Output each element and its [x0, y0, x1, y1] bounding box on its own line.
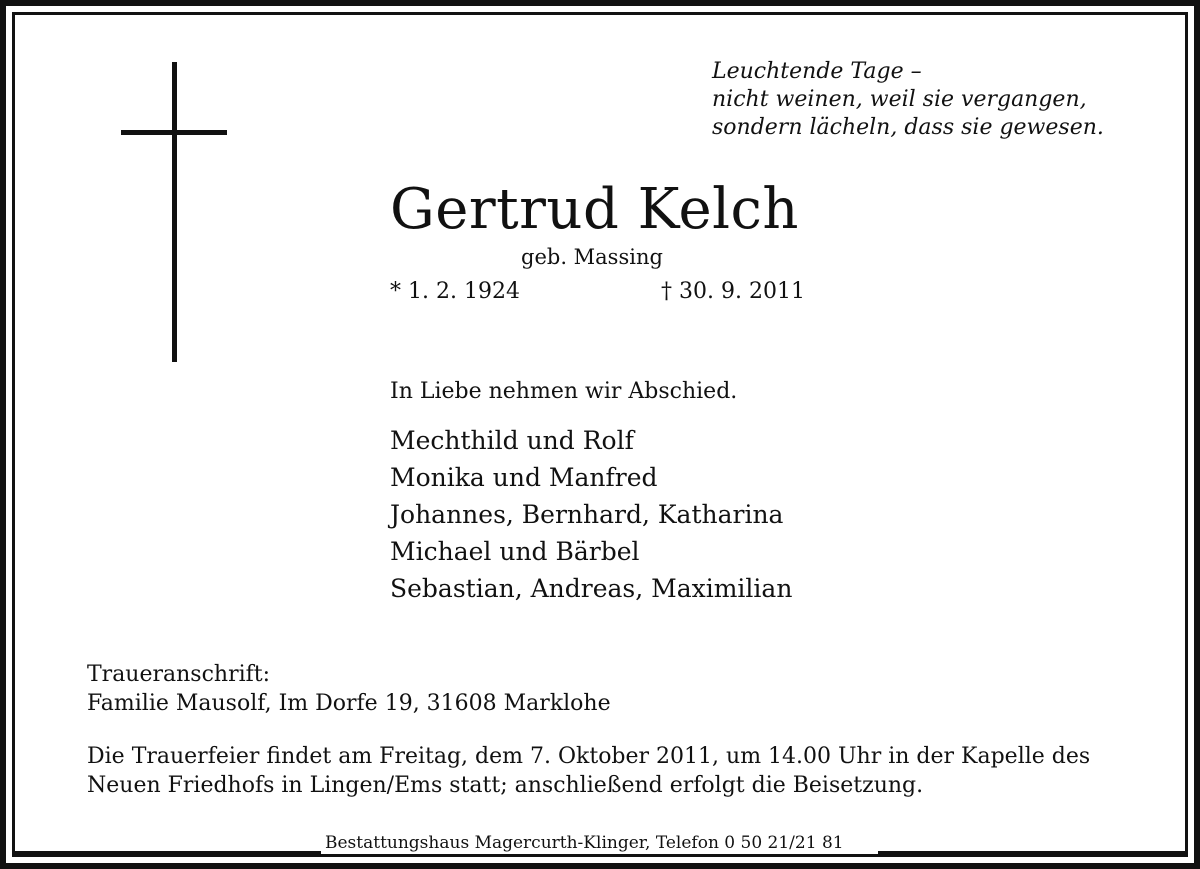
- address-value: Familie Mausolf, Im Dorfe 19, 31608 Marklohe: [87, 691, 611, 716]
- funeral-service-info: [87, 742, 1090, 800]
- mourner-item: Johannes, Bernhard, Katharina: [390, 500, 784, 529]
- death-date: † 30. 9. 2011: [661, 279, 805, 304]
- mourner-item: Michael und Bärbel: [390, 537, 640, 566]
- footer-rule-left: [12, 851, 321, 854]
- motto-line: Leuchtende Tage –: [712, 59, 922, 84]
- address-label: Traueranschrift:: [87, 662, 271, 687]
- mourner-item: Monika und Manfred: [390, 463, 658, 492]
- service-line: Neuen Friedhofs in Lingen/Ems statt; anschließend erfolgt die Beisetzung.: [87, 773, 924, 798]
- motto-line: nicht weinen, weil sie vergangen,: [712, 87, 1087, 112]
- farewell-text: In Liebe nehmen wir Abschied.: [390, 379, 738, 404]
- motto-line: sondern lächeln, dass sie gewesen.: [712, 115, 1104, 140]
- birth-date: * 1. 2. 1924: [390, 279, 520, 304]
- cross-horizontal-bar: [121, 130, 227, 135]
- maiden-name: geb. Massing: [521, 245, 663, 269]
- mourning-address: [87, 660, 611, 718]
- service-line: Die Trauerfeier findet am Freitag, dem 7. Oktober 2011, um 14.00 Uhr in der Kapelle des: [87, 744, 1091, 769]
- cross-icon: [121, 62, 227, 362]
- cross-vertical-bar: [172, 62, 177, 362]
- deceased-name: Gertrud Kelch: [390, 177, 799, 242]
- footer-rule-right: [878, 851, 1188, 854]
- funeral-home-footer: Bestattungshaus Magercurth-Klinger, Telefon 0 50 21/21 81: [325, 833, 844, 853]
- mourner-item: Sebastian, Andreas, Maximilian: [390, 574, 793, 603]
- mourners-list: [390, 422, 792, 607]
- motto-poem: [712, 58, 1104, 142]
- mourner-item: Mechthild und Rolf: [390, 426, 634, 455]
